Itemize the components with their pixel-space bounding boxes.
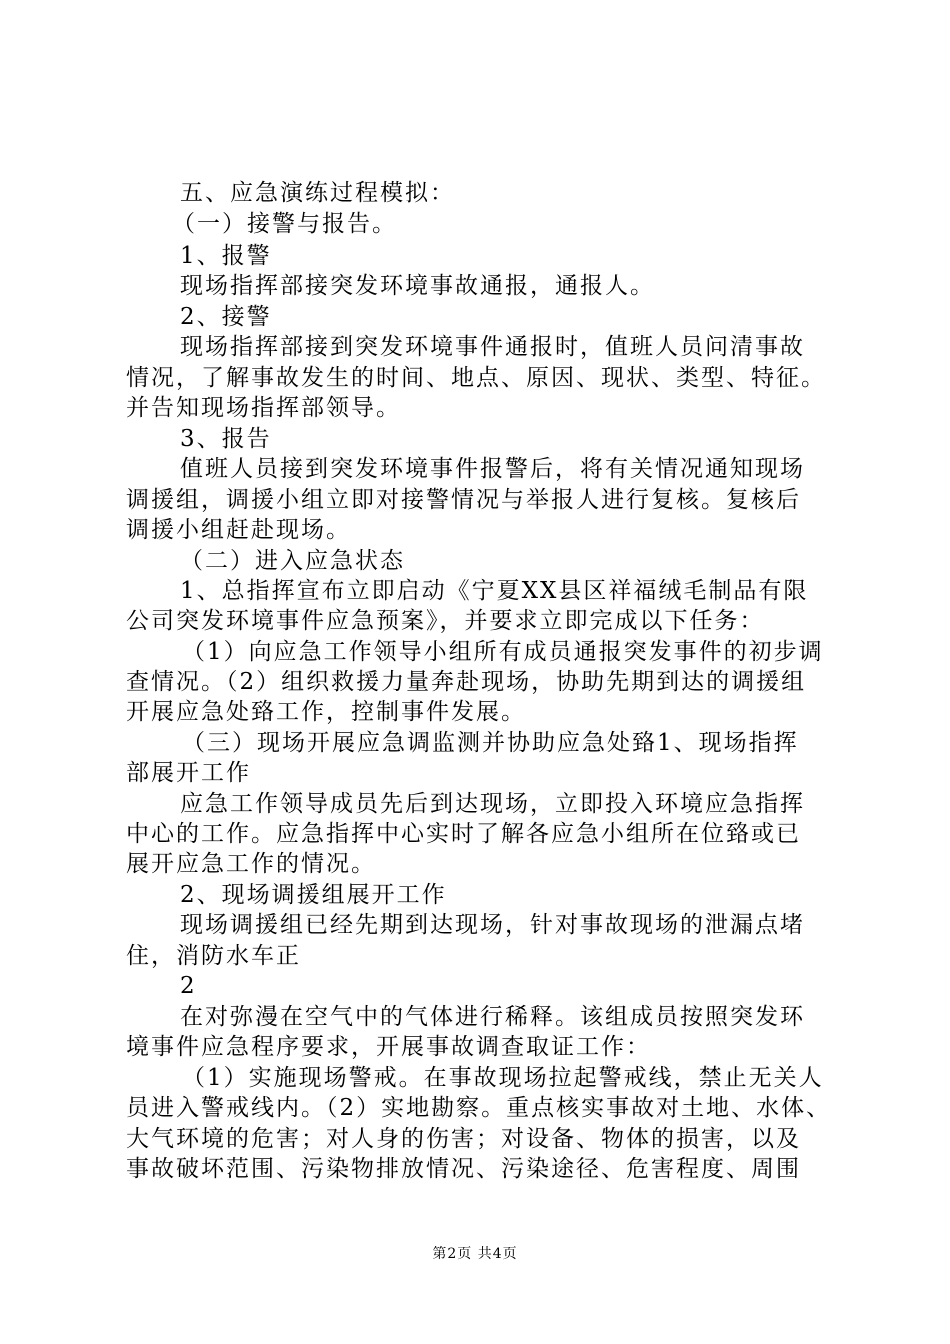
text-line: 3、报告 bbox=[180, 426, 272, 452]
text-line: （1）实施现场警戒。在事故现场拉起警戒线，禁止无关人 bbox=[182, 1065, 824, 1091]
text-line: 开展应急处臵工作，控制事件发展。 bbox=[126, 699, 526, 725]
text-line: 应急工作领导成员先后到达现场，立即投入环境应急指挥 bbox=[180, 791, 805, 817]
text-line: （一）接警与报告。 bbox=[172, 211, 397, 237]
text-line: （1）向应急工作领导小组所有成员通报突发事件的初步调 bbox=[182, 639, 824, 665]
text-line: 1、报警 bbox=[180, 243, 272, 269]
page-marker: 2 bbox=[180, 973, 197, 999]
text-line: 公司突发环境事件应急预案》，并要求立即完成以下任务： bbox=[126, 608, 765, 634]
text-line: （二）进入应急状态 bbox=[180, 548, 405, 574]
text-line: 查情况。（2）组织救援力量奔赴现场，协助先期到达的调援组 bbox=[126, 669, 807, 695]
text-line: 现场指挥部接突发环境事故通报，通报人。 bbox=[180, 273, 655, 299]
text-line: 现场指挥部接到突发环境事件通报时，值班人员问清事故 bbox=[180, 334, 805, 360]
text-line: 2、接警 bbox=[180, 304, 272, 330]
page-footer: 第2页 共4页 bbox=[432, 1246, 518, 1262]
text-line: 1、总指挥宣布立即启动《宁夏XX县区祥福绒毛制品有限 bbox=[180, 578, 809, 604]
text-line: 2、现场调援组展开工作 bbox=[180, 882, 447, 908]
text-line: 中心的工作。应急指挥中心实时了解各应急小组所在位臵或已 bbox=[126, 821, 801, 847]
text-line: 员进入警戒线内。（2）实地勘察。重点核实事故对土地、水体、 bbox=[126, 1095, 832, 1121]
text-line: 调援小组赶赴现场。 bbox=[126, 517, 351, 543]
text-line: 在对弥漫在空气中的气体进行稀释。该组成员按照突发环 bbox=[180, 1004, 805, 1030]
text-line: 情况，了解事故发生的时间、地点、原因、现状、类型、特征。 bbox=[126, 365, 826, 391]
text-line: （三）现场开展应急调监测并协助应急处臵1、现场指挥 bbox=[182, 730, 799, 756]
text-line: 五、应急演练过程模拟： bbox=[180, 180, 455, 206]
text-line: 展开应急工作的情况。 bbox=[126, 851, 376, 877]
text-line: 事故破坏范围、污染物排放情况、污染途径、危害程度、周围 bbox=[126, 1156, 801, 1182]
text-line: 调援组，调援小组立即对接警情况与举报人进行复核。复核后 bbox=[126, 487, 801, 513]
text-line: 值班人员接到突发环境事件报警后，将有关情况通知现场 bbox=[180, 456, 805, 482]
text-line: 部展开工作 bbox=[126, 760, 251, 786]
text-line: 住，消防水车正 bbox=[126, 943, 301, 969]
text-line: 境事件应急程序要求，开展事故调查取证工作： bbox=[126, 1034, 651, 1060]
text-line: 现场调援组已经先期到达现场，针对事故现场的泄漏点堵 bbox=[180, 912, 805, 938]
text-line: 并告知现场指挥部领导。 bbox=[126, 395, 401, 421]
text-line: 大气环境的危害；对人身的伤害；对设备、物体的损害，以及 bbox=[126, 1126, 801, 1152]
